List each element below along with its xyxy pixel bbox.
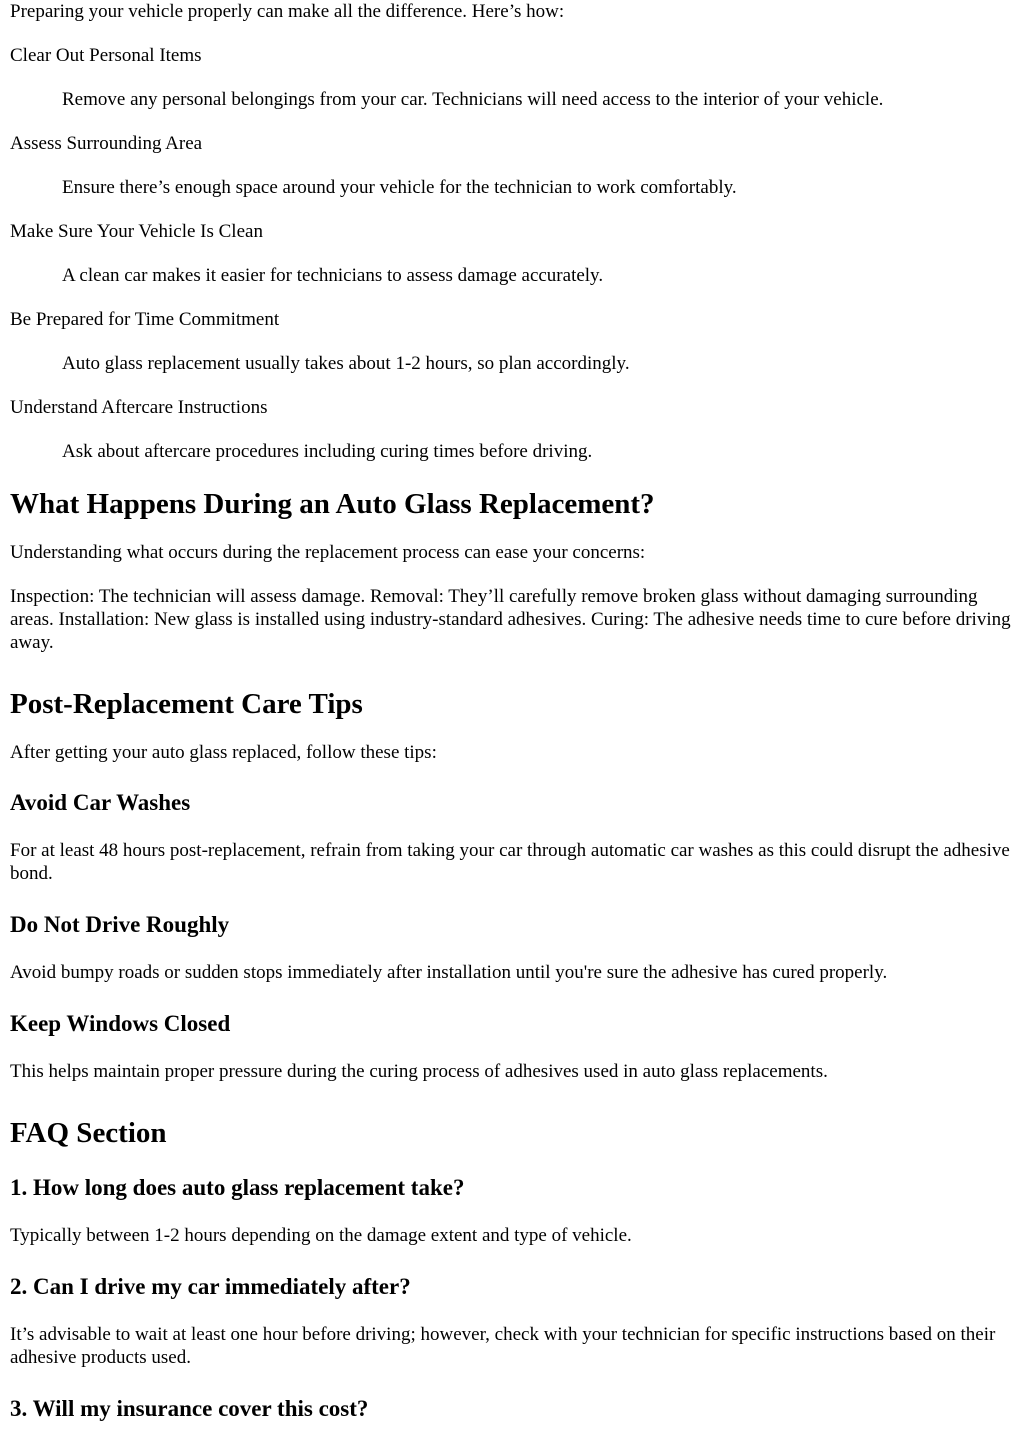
- prep-step-desc: Ask about aftercare procedures including curing times before driving.: [62, 441, 593, 462]
- during-heading: What Happens During an Auto Glass Replacement?: [10, 488, 655, 520]
- prep-step-term: Assess Surrounding Area: [10, 133, 203, 154]
- prep-steps-list: [10, 44, 1014, 463]
- faq-question: 1. How long does auto glass replacement take?: [10, 1175, 465, 1200]
- post-care-lead: After getting your auto glass replaced, follow these tips:: [10, 742, 437, 763]
- prep-step-desc: A clean car makes it easier for technicians to assess damage accurately.: [62, 265, 604, 286]
- prep-step-desc: Ensure there’s enough space around your vehicle for the technician to work comfortably.: [62, 177, 737, 198]
- faq-heading: FAQ Section: [10, 1117, 167, 1149]
- tip-text: This helps maintain proper pressure during the curing process of adhesives used in auto glass replacements.: [10, 1061, 828, 1082]
- prep-step-desc: Auto glass replacement usually takes about 1-2 hours, so plan accordingly.: [62, 353, 630, 374]
- tip-text: Avoid bumpy roads or sudden stops immediately after installation until you're sure the adhesive has cured properly.: [10, 962, 888, 983]
- intro-paragraph: Preparing your vehicle properly can make all the difference. Here’s how:: [10, 1, 565, 22]
- prep-step-term: Clear Out Personal Items: [10, 45, 202, 66]
- tip-text: For at least 48 hours post-replacement, refrain from taking your car through automatic car washes as this could disrupt the adhesive bond.: [10, 840, 1010, 884]
- tip-title: Do Not Drive Roughly: [10, 912, 230, 937]
- faq-answer: It’s advisable to wait at least one hour before driving; however, check with your technician for specific instructions based on their adhesive products used.: [10, 1324, 996, 1368]
- during-lead: Understanding what occurs during the replacement process can ease your concerns:: [10, 542, 646, 563]
- post-care-heading: Post-Replacement Care Tips: [10, 688, 363, 720]
- tip-title: Keep Windows Closed: [10, 1011, 231, 1036]
- faq-question: 3. Will my insurance cover this cost?: [10, 1396, 369, 1421]
- prep-step-term: Be Prepared for Time Commitment: [10, 309, 280, 330]
- prep-step-term: Understand Aftercare Instructions: [10, 397, 268, 418]
- tip-title: Avoid Car Washes: [10, 790, 191, 815]
- prep-step-term: Make Sure Your Vehicle Is Clean: [10, 221, 263, 242]
- faq-answer: Typically between 1-2 hours depending on the damage extent and type of vehicle.: [10, 1225, 632, 1246]
- prep-step-desc: Remove any personal belongings from your car. Technicians will need access to the interior of your vehicle.: [62, 89, 884, 110]
- faq-question: 2. Can I drive my car immediately after?: [10, 1274, 411, 1299]
- during-body: Inspection: The technician will assess damage. Removal: They’ll carefully remove broken glass without damaging surrounding areas. Installation: New glass is installed using industry-standard adhesives. Curing: The adhesive needs time to cure before driving away.: [10, 586, 1011, 653]
